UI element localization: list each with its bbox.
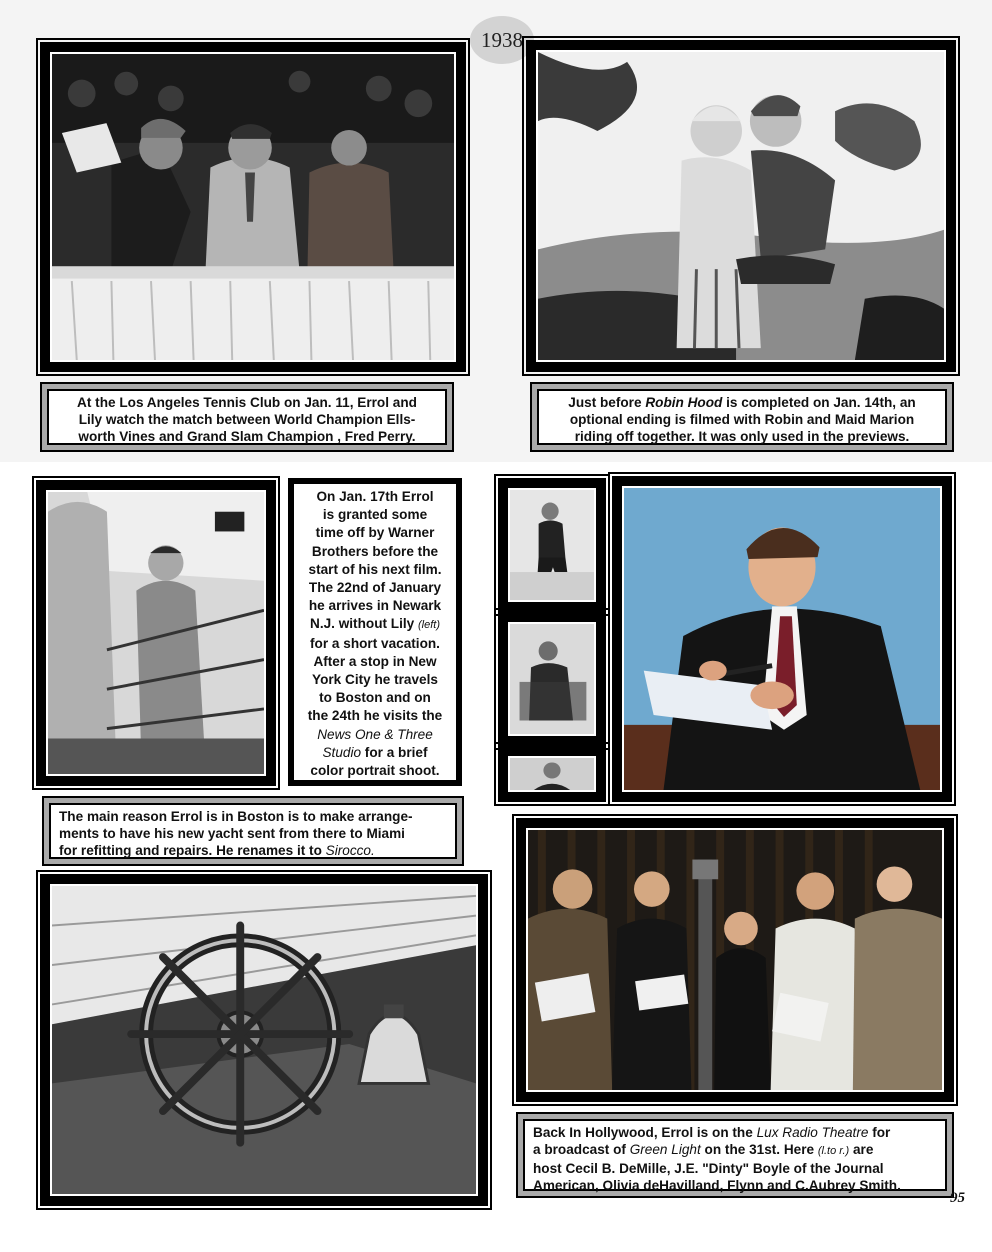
year-badge [470,16,534,64]
lux-radio-image [528,830,942,1090]
portrait-small-2-image [510,624,594,734]
caption-line: worth Vines and Grand Slam Champion , Fred Perry. [78,429,416,444]
robin-hood-image [538,52,944,360]
photo-robin-hood [536,50,946,362]
caption-line [547,394,937,411]
caption-robin-hood-text [537,389,947,445]
film-title: Robin Hood [645,395,723,410]
portrait-small-3-image [510,758,594,790]
year-label: 1938 [481,27,523,52]
caption-line: is granted some [322,507,428,523]
caption-line: The 22nd of January [308,580,442,596]
caption-text: are [849,1142,874,1157]
caption-text: is completed on Jan. 14th, an [722,395,916,410]
caption-line: Brothers before the [311,543,439,559]
caption-robin-hood [530,382,954,452]
caption-text: for refitting and repairs. He renames it to [59,843,326,858]
yacht-wheel-image [52,886,476,1194]
color-portrait-image [624,488,940,790]
caption-line: to Boston and on [319,690,431,706]
caption-vacation [288,478,462,786]
yacht-name: Sirocco. [325,843,375,858]
caption-text: on the 31st. Here [700,1142,818,1157]
photo-lux-radio [526,828,944,1092]
portrait-small-1-image [510,490,594,600]
caption-hollywood [516,1112,954,1198]
caption-tennis [40,382,454,452]
caption-hollywood-text [523,1119,947,1191]
caption-line [298,744,452,762]
studio-name: Studio [322,744,362,760]
caption-boston-text [49,803,457,859]
photo-tennis-club [50,52,456,362]
photo-airplane [46,490,266,776]
caption-line: for a short vacation. [310,635,440,651]
caption-line: Lily watch the match between World Champion Ells- [78,412,416,427]
page-number: 95 [950,1190,965,1206]
caption-note: (l.to r.) [817,1145,850,1157]
caption-line: optional ending is filmed with Robin and Maid Marion [569,412,915,427]
caption-line: At the Los Angeles Tennis Club on Jan. 11, Errol and [77,395,417,410]
caption-line: the 24th he visits the [307,708,443,724]
airplane-image [48,492,264,774]
caption-text: N.J. without Lily [310,616,418,632]
caption-line: time off by Warner [315,525,435,541]
caption-line: riding off together. It was only used in the previews. [574,429,910,444]
caption-note: (left) [418,619,440,632]
caption-line: American, Olivia deHavilland, Flynn and C.Aubrey Smith. [533,1178,901,1193]
photo-portrait-small-1 [508,488,596,602]
photo-color-portrait [622,486,942,792]
caption-line: color portrait shoot. [310,763,440,779]
tennis-club-image [52,54,454,360]
photo-frame-robin-hood [526,40,956,372]
caption-line: host Cecil B. DeMille, J.E. "Dinty" Boyle of the Journal [533,1161,884,1176]
caption-line: start of his next film. [308,561,442,577]
caption-line [533,1141,937,1160]
film-title: Green Light [629,1142,701,1157]
photo-frame-color-portrait [612,476,952,802]
photo-frame-small-3 [498,746,606,802]
caption-vacation-text [292,482,458,782]
caption-line [298,615,452,634]
show-title: Lux Radio Theatre [756,1125,869,1140]
caption-text: for [868,1125,891,1140]
caption-line: On Jan. 17th Errol [316,489,434,504]
photo-frame-airplane [36,480,276,786]
caption-tennis-text [47,389,447,445]
photo-frame-small-1 [498,478,606,612]
photo-portrait-small-2 [508,622,596,736]
photo-frame-tennis [40,42,466,372]
photo-frame-yacht-wheel [40,874,488,1206]
caption-text: Back In Hollywood, Errol is on the [533,1125,757,1140]
caption-line [59,842,447,859]
caption-line: ments to have his new yacht sent from there to Miami [59,826,405,841]
caption-text: for a brief [361,744,428,760]
caption-boston [42,796,464,866]
caption-line [298,726,452,744]
caption-line: York City he travels [312,672,438,688]
caption-text: a broadcast of [533,1142,630,1157]
caption-line: After a stop in New [313,653,437,669]
photo-portrait-small-3 [508,756,596,792]
photo-yacht-wheel [50,884,478,1196]
caption-line: he arrives in Newark [308,598,442,614]
caption-line: The main reason Errol is in Boston is to make arrange- [59,809,413,824]
studio-name: News One & Three [317,726,433,742]
caption-line [533,1124,937,1141]
caption-text: Just before [568,395,646,410]
photo-frame-lux-radio [516,818,954,1102]
photo-frame-small-2 [498,612,606,746]
